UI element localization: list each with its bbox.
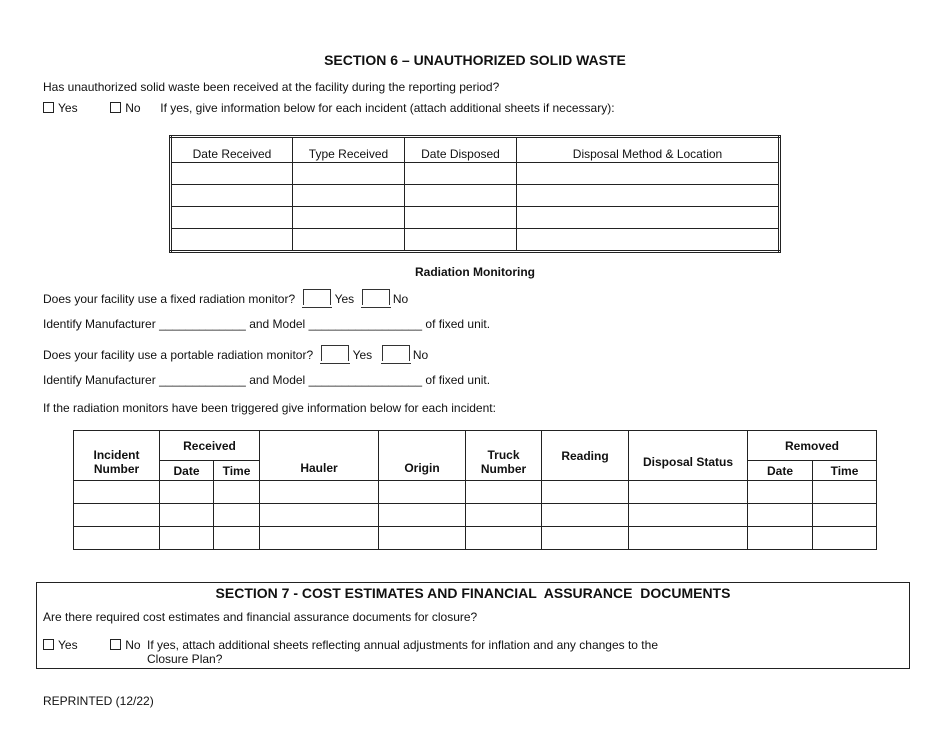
header-date-disposed: Date Disposed (405, 137, 517, 163)
identify-manufacturer-label: Identify Manufacturer (43, 317, 156, 331)
table-cell[interactable] (405, 185, 517, 207)
table-cell[interactable] (74, 527, 160, 550)
portable-yes-box[interactable] (321, 345, 349, 361)
fixed-yes-label: Yes (334, 292, 355, 306)
of-fixed-unit-label-2: of fixed unit. (425, 373, 491, 387)
table-cell[interactable] (405, 207, 517, 229)
header-hauler: Hauler (260, 431, 379, 481)
table-cell[interactable] (542, 481, 629, 504)
manufacturer-field-2[interactable]: _____________ (159, 373, 246, 387)
portable-monitor-question: Does your facility use a portable radiation monitor? (43, 348, 314, 362)
radiation-heading: Radiation Monitoring (415, 265, 535, 279)
section7-no-label: No (125, 638, 141, 652)
identify-row-2 (43, 373, 490, 387)
table-cell[interactable] (160, 527, 214, 550)
manufacturer-field[interactable]: _____________ (159, 317, 246, 331)
header-truck-number: Truck Number (466, 431, 542, 481)
section7-no-checkbox[interactable] (110, 639, 121, 650)
portable-no-box[interactable] (382, 345, 410, 361)
fixed-no-label: No (392, 292, 409, 306)
table-cell[interactable] (171, 185, 293, 207)
table-row (74, 504, 877, 527)
table-cell[interactable] (748, 527, 813, 550)
table-cell[interactable] (466, 504, 542, 527)
radiation-incident-table (73, 430, 877, 550)
triggered-instruction: If the radiation monitors have been triggered give information below for each incident: (43, 401, 496, 415)
identify-row-1 (43, 317, 490, 331)
table-cell[interactable] (293, 185, 405, 207)
table-cell[interactable] (293, 229, 405, 252)
table-cell[interactable] (813, 481, 877, 504)
table-cell[interactable] (517, 207, 780, 229)
fixed-yes-box[interactable] (303, 289, 331, 305)
table-cell[interactable] (293, 207, 405, 229)
table-row (74, 481, 877, 504)
section6-title: SECTION 6 – UNAUTHORIZED SOLID WASTE (324, 52, 626, 68)
section7-instruction (147, 638, 658, 666)
table-cell[interactable] (214, 504, 260, 527)
header-type-received: Type Received (293, 137, 405, 163)
header-removed: Removed (748, 431, 877, 461)
table-cell[interactable] (629, 504, 748, 527)
table-cell[interactable] (171, 229, 293, 252)
header-received-time: Time (214, 461, 260, 481)
table-cell[interactable] (171, 207, 293, 229)
section7-yes-label: Yes (58, 638, 78, 652)
section7-yes-checkbox[interactable] (43, 639, 54, 650)
table-cell[interactable] (748, 481, 813, 504)
section7-title: SECTION 7 - COST ESTIMATES AND FINANCIAL ASSURANCE DOCUMENTS (215, 585, 731, 601)
table-cell[interactable] (517, 229, 780, 252)
header-received: Received (160, 431, 260, 461)
table-cell[interactable] (214, 481, 260, 504)
reprinted-footer: REPRINTED (12/22) (43, 694, 154, 708)
header-reading: Reading (542, 431, 629, 481)
section6-question: Has unauthorized solid waste been received at the facility during the reporting period? (43, 80, 500, 94)
section6-instruction: If yes, give information below for each incident (attach additional sheets if necessary): (160, 101, 615, 115)
table-cell[interactable] (379, 504, 466, 527)
table-cell[interactable] (74, 504, 160, 527)
header-disposal-method: Disposal Method & Location (517, 137, 780, 163)
fixed-monitor-row (43, 289, 408, 306)
model-field-2[interactable]: _________________ (308, 373, 423, 387)
section7-instruction-line2: Closure Plan? (147, 652, 223, 666)
table-cell[interactable] (260, 504, 379, 527)
header-received-date: Date (160, 461, 214, 481)
model-field[interactable]: _________________ (308, 317, 423, 331)
table-cell[interactable] (171, 163, 293, 185)
section6-no-checkbox[interactable] (110, 102, 121, 113)
table-row (171, 163, 780, 185)
portable-no-label: No (412, 348, 429, 362)
header-removed-time: Time (813, 461, 877, 481)
of-fixed-unit-label: of fixed unit. (425, 317, 491, 331)
table-cell[interactable] (160, 481, 214, 504)
table-cell[interactable] (405, 163, 517, 185)
section6-yes-label: Yes (58, 101, 78, 115)
unauthorized-waste-table (169, 135, 781, 253)
table-cell[interactable] (466, 481, 542, 504)
header-removed-date: Date (748, 461, 813, 481)
table-cell[interactable] (160, 504, 214, 527)
table-cell[interactable] (542, 527, 629, 550)
header-incident-number: Incident Number (74, 431, 160, 481)
table-cell[interactable] (542, 504, 629, 527)
table-cell[interactable] (260, 527, 379, 550)
table-cell[interactable] (748, 504, 813, 527)
table-cell[interactable] (466, 527, 542, 550)
fixed-monitor-question: Does your facility use a fixed radiation monitor? (43, 292, 296, 306)
table-cell[interactable] (260, 481, 379, 504)
section7-box (36, 582, 910, 669)
table-cell[interactable] (379, 481, 466, 504)
table-cell[interactable] (813, 504, 877, 527)
table-cell[interactable] (293, 163, 405, 185)
header-disposal-status: Disposal Status (629, 431, 748, 481)
identify-manufacturer-label-2: Identify Manufacturer (43, 373, 156, 387)
fixed-no-box[interactable] (362, 289, 390, 305)
portable-yes-label: Yes (352, 348, 373, 362)
table-cell[interactable] (813, 527, 877, 550)
table-row (171, 185, 780, 207)
section7-answer-row (43, 638, 141, 652)
header-date-received: Date Received (171, 137, 293, 163)
section6-no-label: No (125, 101, 141, 115)
table-row (74, 527, 877, 550)
table-row (171, 229, 780, 252)
section6-answer-row (43, 101, 615, 115)
table-cell[interactable] (517, 163, 780, 185)
and-model-label: and Model (249, 317, 306, 331)
table-cell[interactable] (405, 229, 517, 252)
portable-monitor-row (43, 345, 428, 362)
header-origin: Origin (379, 431, 466, 481)
and-model-label-2: and Model (249, 373, 306, 387)
table-cell[interactable] (517, 185, 780, 207)
table-cell[interactable] (629, 527, 748, 550)
section7-question: Are there required cost estimates and financial assurance documents for closure? (43, 610, 478, 624)
table-cell[interactable] (74, 481, 160, 504)
table-cell[interactable] (214, 527, 260, 550)
table-row (171, 207, 780, 229)
section7-instruction-line1: If yes, attach additional sheets reflecting annual adjustments for inflation and any changes to the (147, 638, 658, 652)
section6-yes-checkbox[interactable] (43, 102, 54, 113)
table-cell[interactable] (379, 527, 466, 550)
table-cell[interactable] (629, 481, 748, 504)
